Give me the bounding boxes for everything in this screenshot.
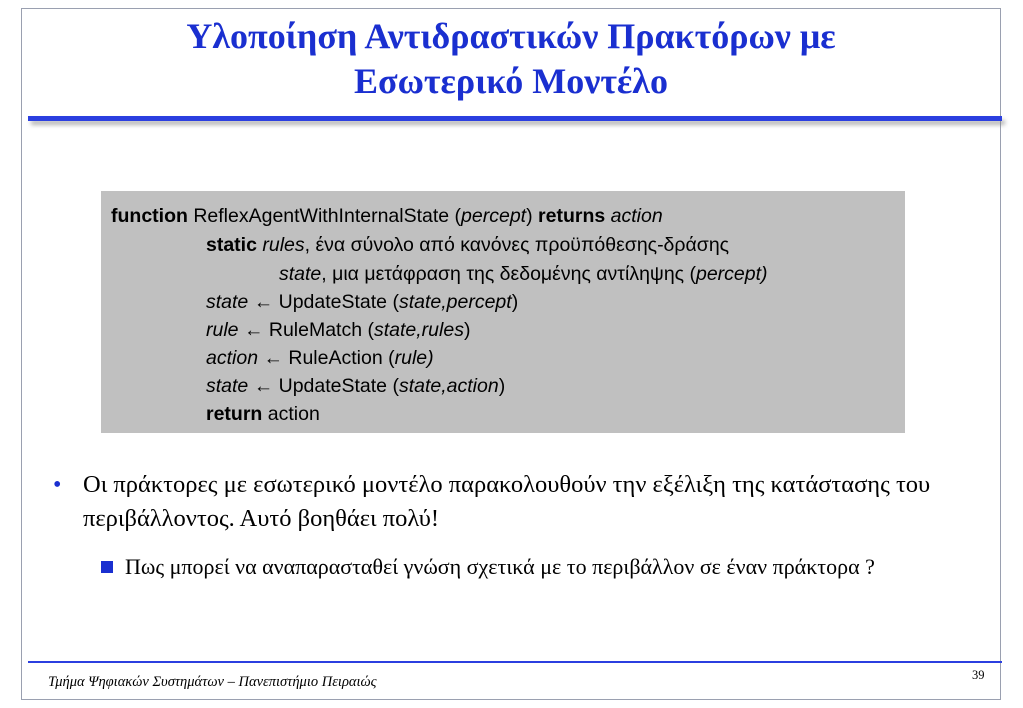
bullet-sub bbox=[101, 551, 981, 583]
keyword-static: static bbox=[206, 234, 257, 256]
bullet-sub-text: Πως μπορεί να αναπαρασταθεί γνώση σχετικά με το περιβάλλον σε έναν πράκτορα ? bbox=[125, 554, 875, 579]
assign-op: ← RuleMatch ( bbox=[238, 319, 374, 341]
square-bullet-icon bbox=[101, 561, 113, 573]
bullet-main-text: Οι πράκτορες με εσωτερικό μοντέλο παρακολουθούν την εξέλιξη της κατάστασης του περιβάλλοντος. Αυτό βοηθάει πολύ! bbox=[83, 471, 931, 532]
assign-op: ← UpdateState ( bbox=[248, 291, 399, 313]
code-line-7 bbox=[206, 374, 505, 398]
code-line-1 bbox=[111, 204, 663, 228]
code-line-4 bbox=[206, 290, 518, 314]
assign-op: ← RuleAction ( bbox=[258, 347, 395, 369]
bullet-dot-icon: • bbox=[53, 472, 62, 498]
paren-close: ) bbox=[463, 319, 471, 341]
title-line-1: Υλοποίηση Αντιδραστικών Πρακτόρων με bbox=[186, 16, 836, 56]
code-line-6 bbox=[206, 346, 434, 370]
function-name: ReflexAgentWithInternalState ( bbox=[187, 205, 462, 227]
call-args: state,rules bbox=[373, 319, 464, 341]
assign-var: action bbox=[206, 347, 259, 369]
footer-divider bbox=[28, 661, 1002, 663]
code-line-3 bbox=[279, 262, 768, 286]
return-value: action bbox=[262, 403, 320, 425]
bullet-main bbox=[53, 468, 983, 536]
assign-op: ← UpdateState ( bbox=[248, 375, 399, 397]
code-line-5 bbox=[206, 318, 470, 342]
assign-var: state bbox=[206, 291, 249, 313]
page-number: 39 bbox=[972, 668, 985, 682]
return-type-action: action bbox=[610, 205, 663, 227]
paren-close: ) bbox=[511, 291, 519, 313]
code-line-2 bbox=[206, 233, 729, 257]
slide-title bbox=[21, 14, 1001, 104]
keyword-return: return bbox=[206, 403, 263, 425]
assign-var: state bbox=[206, 375, 249, 397]
paren-close: ) bbox=[498, 375, 506, 397]
keyword-returns: returns bbox=[538, 205, 606, 227]
param-percept: percept bbox=[461, 205, 527, 227]
state-desc: , μια μετάφραση της δεδομένης αντίληψης ( bbox=[321, 263, 696, 285]
call-args: rule) bbox=[394, 347, 434, 369]
var-rules: rules bbox=[262, 234, 305, 256]
title-line-2: Εσωτερικό Μοντέλο bbox=[354, 61, 668, 101]
assign-var: rule bbox=[206, 319, 239, 341]
pseudocode-box bbox=[101, 191, 905, 433]
call-args: state,percept bbox=[398, 291, 512, 313]
keyword-function: function bbox=[111, 205, 188, 227]
var-state: state bbox=[279, 263, 322, 285]
rules-desc: , ένα σύνολο από κανόνες προϋπόθεσης-δράσης bbox=[304, 234, 730, 256]
paren-close: ) bbox=[526, 205, 539, 227]
title-divider bbox=[28, 116, 1002, 121]
footer-institution: Τμήμα Ψηφιακών Συστημάτων – Πανεπιστήμιο Πειραιώς bbox=[48, 674, 377, 690]
call-args: state,action bbox=[398, 375, 499, 397]
percept-ref: percept) bbox=[695, 263, 768, 285]
code-line-8 bbox=[206, 402, 320, 426]
